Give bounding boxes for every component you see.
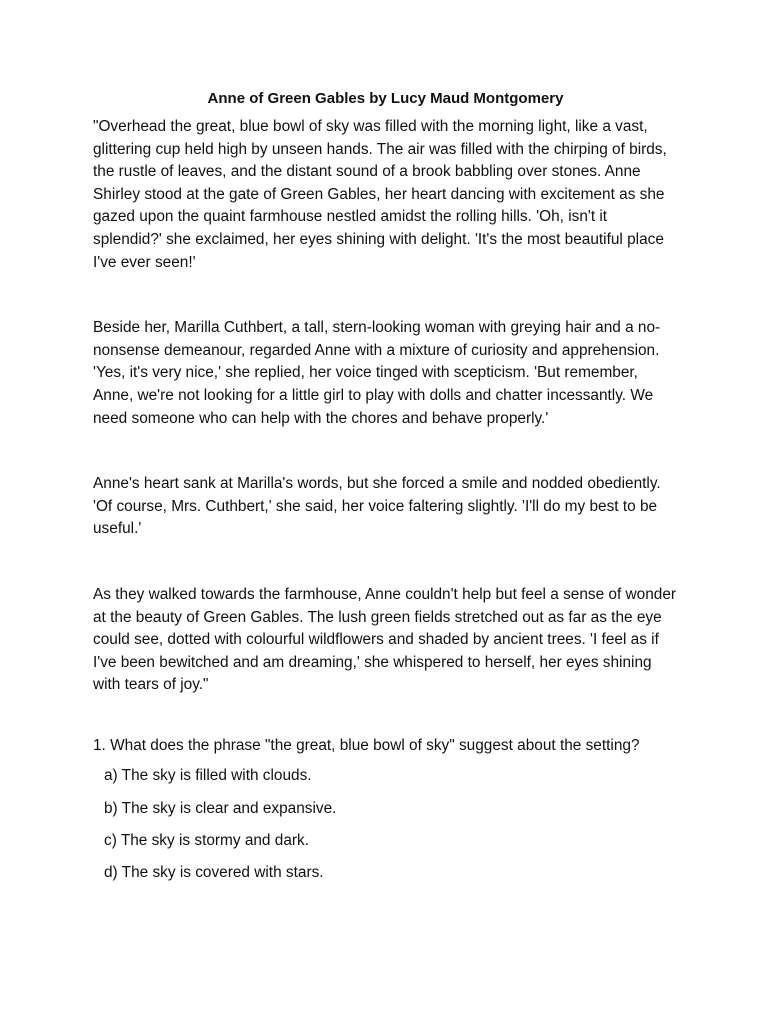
answer-option-b: b) The sky is clear and expansive. [104, 799, 337, 817]
document-title: Anne of Green Gables by Lucy Maud Montgomery [207, 90, 564, 107]
answer-option-a: a) The sky is filled with clouds. [104, 767, 312, 785]
passage-paragraph: "Overhead the great, blue bowl of sky was filled with the morning light, like a vast, glittering cup held high by unseen hands. The air was filled with the chirping of birds, the rustle of leaves, and the distant sound of a brook babbling over stones. Anne Shirley stood at the gate of Green Gables, her heart dancing with excitement as she gazed upon the quaint farmhouse nestled amidst the rolling hills. 'Oh, isn't it splendid?' she exclaimed, her eyes shining with delight. 'It's the most beautiful place I've ever seen!' [93, 118, 667, 271]
answer-option-d: d) The sky is covered with stars. [104, 863, 324, 881]
answer-options [93, 765, 678, 884]
passage-paragraph: Beside her, Marilla Cuthbert, a tall, stern-looking woman with greying hair and a no-nonsense demeanour, regarded Anne with a mixture of curiosity and apprehension. 'Yes, it's very nice,' she replied, her voice tinged with scepticism. 'But remember, Anne, we're not looking for a little girl to play with dolls and chatter incessantly. We need someone who can help with the chores and behave properly.' [93, 319, 661, 427]
passage-paragraph: Anne's heart sank at Marilla's words, but she forced a smile and nodded obediently. 'Of course, Mrs. Cuthbert,' she said, her voice faltering slightly. 'I'll do my best to be useful.' [93, 475, 661, 538]
passage-paragraph: As they walked towards the farmhouse, Anne couldn't help but feel a sense of wonder at the beauty of Green Gables. The lush green fields stretched out as far as the eye could see, dotted with colourful wildflowers and shaded by ancient trees. 'I feel as if I've been bewitched and am dreaming,' she whispered to herself, her eyes shining with tears of joy." [93, 585, 677, 694]
question-text: 1. What does the phrase "the great, blue bowl of sky" suggest about the setting? [93, 736, 640, 754]
answer-option-c: c) The sky is stormy and dark. [104, 831, 309, 849]
document-page [93, 88, 678, 894]
